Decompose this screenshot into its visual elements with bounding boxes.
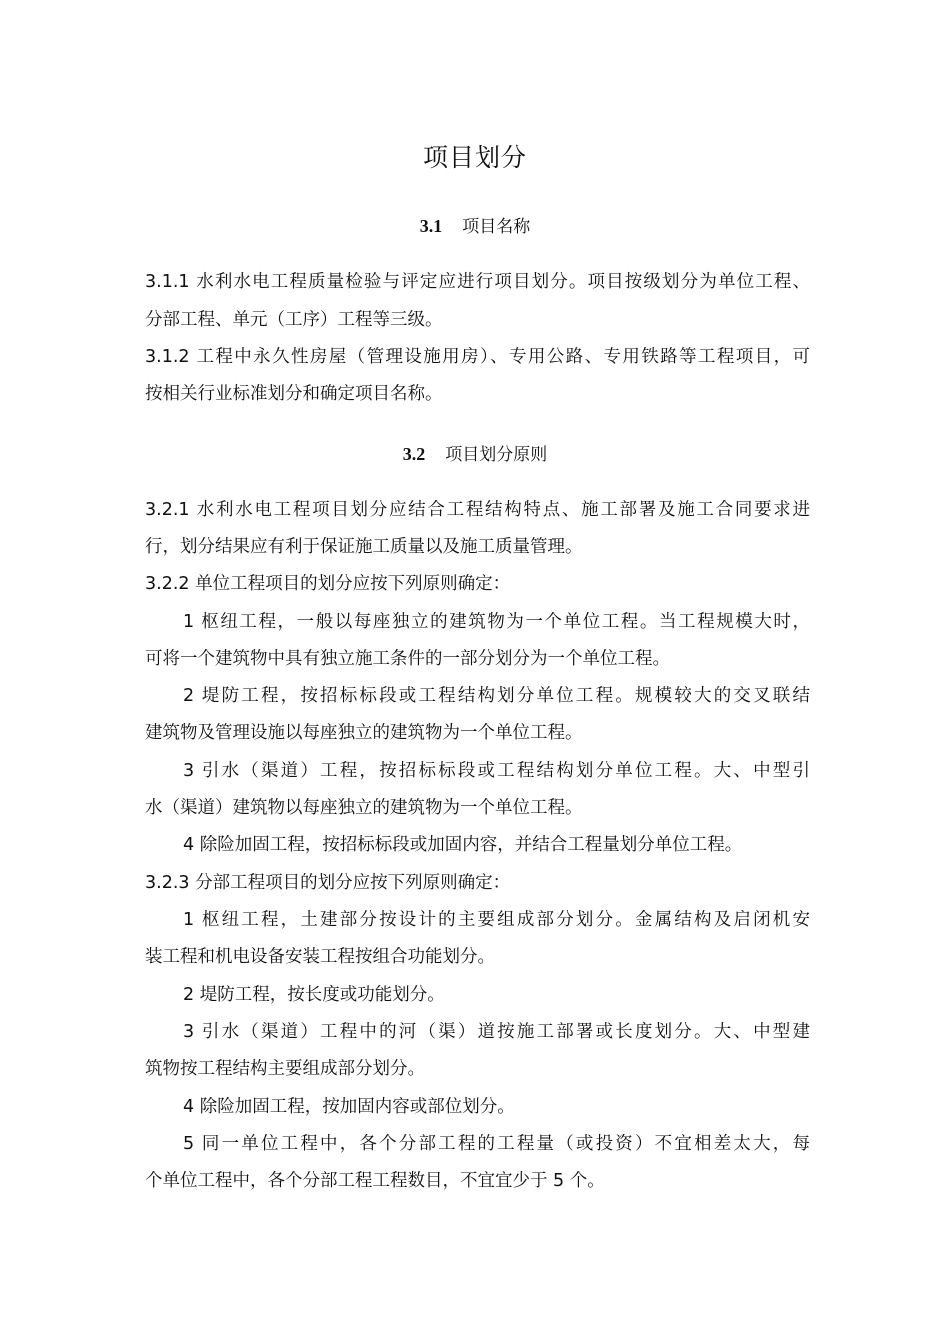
list-item-line: 可将一个建筑物中具有独立施工条件的一部分划分为一个单位工程。 [145, 649, 670, 669]
list-item-line: 个单位工程中，各个分部工程工程数目，不宜宜少于 5 个。 [145, 1171, 605, 1191]
section-number: 3.2 [402, 444, 426, 464]
paragraph-line: 行，划分结果应有利于保证施工质量以及施工质量管理。 [145, 537, 583, 557]
list-item-line: 1 枢纽工程，一般以每座独立的建筑物为一个单位工程。当工程规模大时， [183, 612, 810, 632]
list-item-line: 5 同一单位工程中，各个分部工程的工程量（或投资）不宜相差太大，每 [183, 1134, 810, 1154]
paragraph-line: 3.1.1 水利水电工程质量检验与评定应进行项目划分。项目按级划分为单位工程、 [145, 272, 810, 292]
paragraph-line: 3.2.2 单位工程项目的划分应按下列原则确定： [145, 574, 511, 594]
paragraph-line: 3.2.1 水利水电工程项目划分应结合工程结构特点、施工部署及施工合同要求进 [145, 500, 810, 520]
list-item-line: 1 枢纽工程，土建部分按设计的主要组成部分划分。金属结构及启闭机安 [183, 910, 810, 930]
list-item-line: 4 除险加固工程，按加固内容或部位划分。 [183, 1097, 515, 1117]
list-item-line: 4 除险加固工程，按招标标段或加固内容，并结合工程量划分单位工程。 [183, 835, 743, 855]
page-title: 项目划分 [422, 143, 527, 172]
section-number: 3.1 [419, 216, 443, 236]
list-item-line: 建筑物及管理设施以每座独立的建筑物为一个单位工程。 [145, 723, 583, 743]
section-heading-3-2 [0, 440, 950, 465]
paragraph-line: 按相关行业标准划分和确定项目名称。 [145, 384, 443, 404]
paragraph-line: 3.2.3 分部工程项目的划分应按下列原则确定： [145, 873, 511, 893]
list-item-line: 2 堤防工程，按长度或功能划分。 [183, 985, 445, 1005]
list-item-line: 装工程和机电设备安装工程按组合功能划分。 [145, 947, 495, 967]
list-item-line: 水（渠道）建筑物以每座独立的建筑物为一个单位工程。 [145, 798, 583, 818]
list-item-line: 2 堤防工程，按招标标段或工程结构划分单位工程。规模较大的交叉联结 [183, 686, 810, 706]
section-title: 项目划分原则 [445, 445, 548, 465]
list-item-line: 3 引水（渠道）工程，按招标标段或工程结构划分单位工程。大、中型引 [183, 761, 810, 781]
section-heading-3-1 [0, 212, 950, 237]
list-item-line: 3 引水（渠道）工程中的河（渠）道按施工部署或长度划分。大、中型建 [183, 1022, 810, 1042]
list-item-line: 筑物按工程结构主要组成部分划分。 [145, 1059, 425, 1079]
paragraph-line: 分部工程、单元（工序）工程等三级。 [145, 310, 443, 330]
paragraph-line: 3.1.2 工程中永久性房屋（管理设施用房）、专用公路、专用铁路等工程项目，可 [145, 347, 810, 367]
section-title: 项目名称 [462, 217, 531, 237]
